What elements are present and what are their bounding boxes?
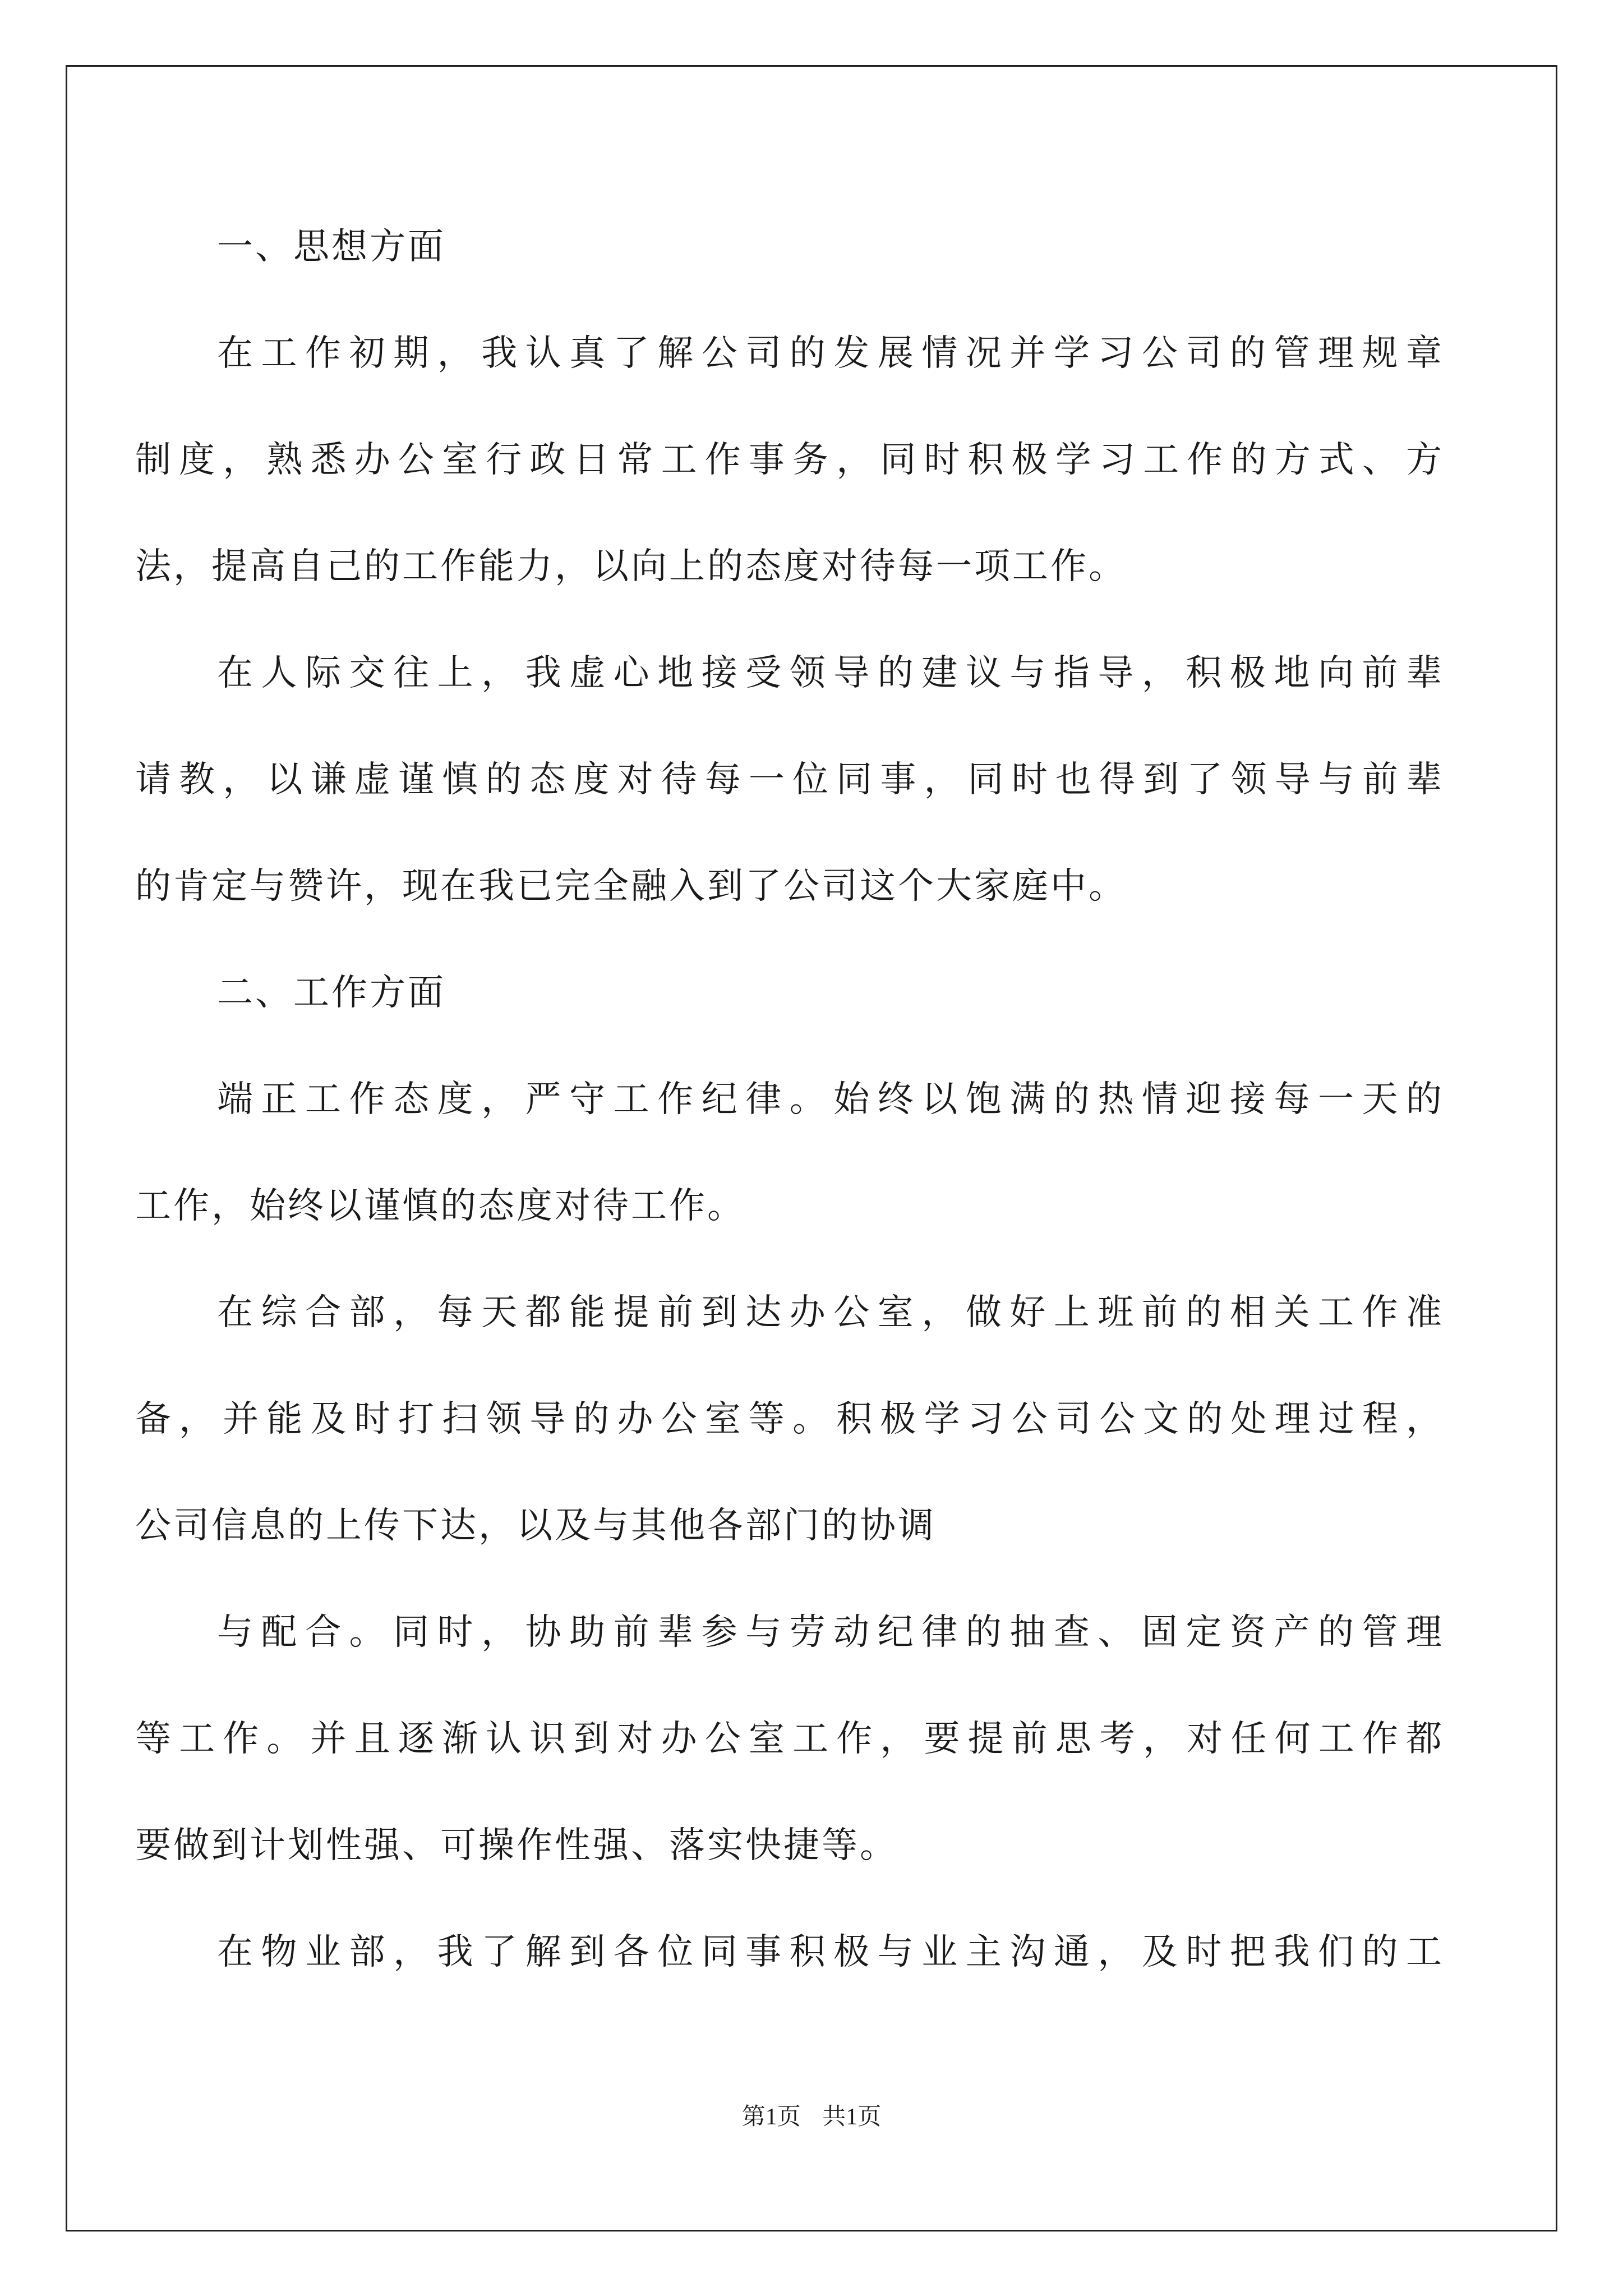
paragraph-line: 等工作。并且逐渐认识到对办公室工作，要提前思考，对任何工作都 <box>135 1718 1444 1760</box>
paragraph-line: 端正工作态度，严守工作纪律。始终以饱满的热情迎接每一天的 <box>217 1079 1444 1120</box>
paragraph-line: 工作，始终以谨慎的态度对待工作。 <box>135 1185 745 1227</box>
page-total: 共1页 <box>822 2104 882 2130</box>
page-number: 第1页 <box>741 2104 801 2130</box>
paragraph-line: 法，提高自己的工作能力，以向上的态度对待每一项工作。 <box>135 546 1127 587</box>
paragraph-line: 与配合。同时，协助前辈参与劳动纪律的抽查、固定资产的管理 <box>217 1612 1444 1653</box>
paragraph-line: 公司信息的上传下达，以及与其他各部门的协调 <box>135 1505 936 1547</box>
paragraph-line: 要做到计划性强、可操作性强、落实快捷等。 <box>135 1825 898 1866</box>
paragraph-line: 制度，熟悉办公室行政日常工作事务，同时积极学习工作的方式、方 <box>135 439 1444 481</box>
page-border <box>66 65 1557 2231</box>
paragraph-line: 备，并能及时打扫领导的办公室等。积极学习公司公文的处理过程， <box>135 1398 1444 1440</box>
paragraph-line: 在综合部，每天都能提前到达办公室，做好上班前的相关工作准 <box>217 1292 1444 1333</box>
page-footer <box>0 2102 1623 2132</box>
paragraph-line: 在物业部，我了解到各位同事积极与业主沟通，及时把我们的工 <box>217 1931 1444 1973</box>
paragraph-line: 请教，以谦虚谨慎的态度对待每一位同事，同时也得到了领导与前辈 <box>135 759 1444 800</box>
paragraph-line: 在工作初期，我认真了解公司的发展情况并学习公司的管理规章 <box>217 333 1444 374</box>
paragraph-line: 在人际交往上，我虚心地接受领导的建议与指导，积极地向前辈 <box>217 652 1444 694</box>
heading-work: 二、工作方面 <box>217 972 446 1014</box>
heading-thought: 一、思想方面 <box>217 226 446 268</box>
paragraph-line: 的肯定与赞许，现在我已完全融入到了公司这个大家庭中。 <box>135 866 1127 907</box>
